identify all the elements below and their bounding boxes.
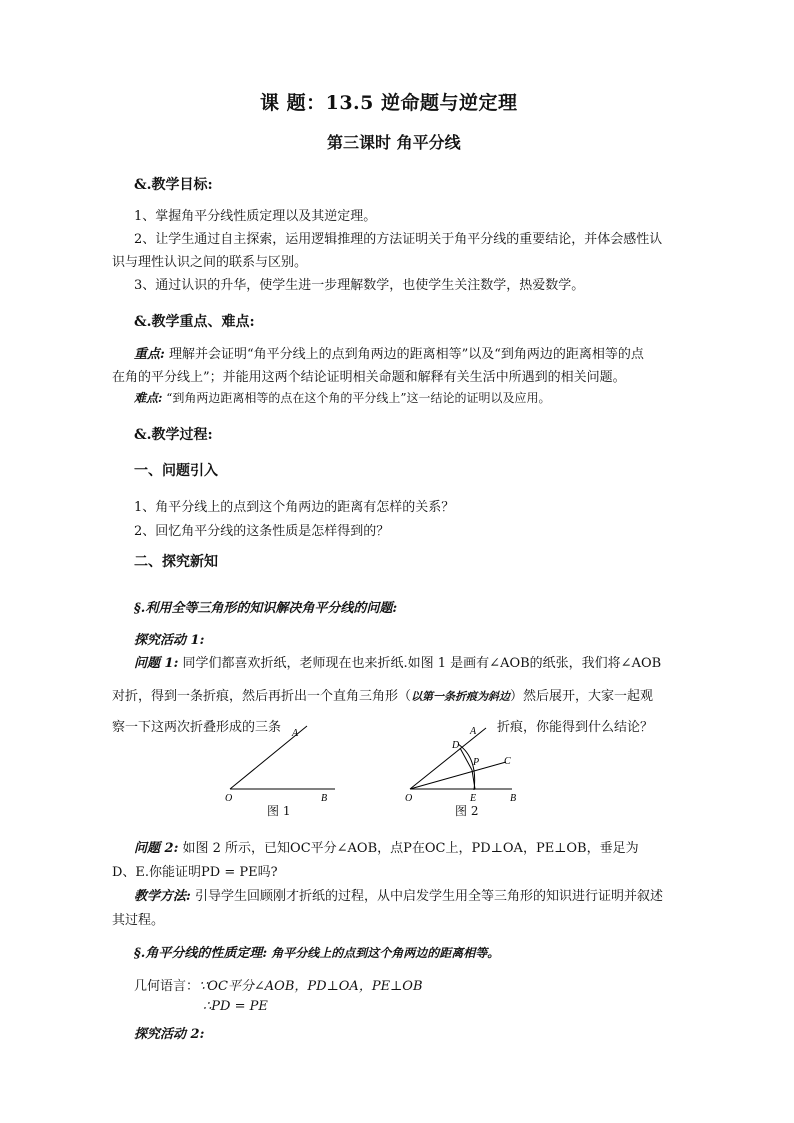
difficulty-label: 难点: (134, 391, 163, 405)
figure-1-caption: 图 1 (267, 804, 291, 818)
method-label: 教学方法: (134, 889, 191, 904)
keypoints-heading: &.教学重点、难点: (134, 314, 255, 330)
intro-question-2: 2、回忆角平分线的这条性质是怎样得到的？ (134, 524, 390, 539)
theorem-text: 角平分线上的点到这个角两边的距离相等。 (271, 946, 500, 960)
fig2-label-b: B (510, 793, 517, 804)
problem-2-text-2: D、E.你能证明PD = PE吗? (112, 865, 278, 880)
problem-1-label: 问题 1: (134, 656, 179, 671)
theorem-label: §.角平分线的性质定理: (134, 946, 268, 961)
goal-item-2-cont: 识与理性认识之间的联系与区别。 (112, 255, 308, 270)
problem-1-text-2-italic: 以第一条折痕为斜边 (411, 690, 511, 703)
fig1-label-b: B (321, 793, 328, 804)
method-line-1 (134, 885, 663, 904)
fig2-label-o: O (405, 793, 413, 804)
focus-label: 重点: (134, 347, 165, 362)
fig2-label-p: P (473, 757, 480, 768)
problem-1-text-3a: 察一下这两次折叠形成的三条 (112, 720, 282, 735)
goal-item-3: 3、通过认识的升华，使学生进一步理解数学，也使学生关注数学，热爱数学。 (134, 278, 585, 293)
difficulty-text: “到角两边距离相等的点在这个角的平分线上”这一结论的证明以及应用。 (166, 391, 551, 405)
activity-2-heading: 探究活动 2: (134, 1027, 205, 1042)
intro-question-1: 1、角平分线上的点到这个角两边的距离有怎样的关系？ (134, 500, 455, 515)
problem-1-text-2a: 对折，得到一条折痕，然后再折出一个直角三角形（ (112, 689, 412, 704)
activity-1-heading: 探究活动 1: (134, 633, 205, 648)
geometry-given: ∵OC平分∠AOB，PD⊥OA，PE⊥OB (199, 979, 423, 994)
fig2-label-d: D (452, 740, 460, 751)
fig2-label-a: A (470, 726, 477, 737)
lesson-title: 课 题：13.5 逆命题与逆定理 (260, 92, 518, 114)
fig2-label-e: E (470, 793, 477, 804)
geometry-label: 几何语言： (134, 979, 200, 994)
ray-oc (410, 762, 506, 789)
theorem-line (134, 942, 499, 961)
figure-2-caption: 图 2 (455, 804, 479, 818)
problem-1-text-3b: 折痕，你能得到什么结论？ (497, 720, 654, 735)
problem-2-text-1: 如图 2 所示，已知OC平分∠AOB，点P在OC上，PD⊥OA，PE⊥OB，垂足为 (182, 841, 639, 856)
fig2-label-c: C (504, 756, 511, 767)
congruent-section-heading: §.利用全等三角形的知识解决角平分线的问题: (134, 601, 398, 616)
geometry-line-1 (134, 975, 423, 994)
goal-item-2: 2、让学生通过自主探索，运用逻辑推理的方法证明关于角平分线的重要结论，并体会感性认 (134, 232, 663, 247)
focus-line-2: 在角的平分线上”；并能用这两个结论证明相关命题和解释有关生活中所遇到的相关问题。 (112, 370, 626, 385)
section-explore: 二、探究新知 (134, 554, 218, 570)
lesson-subtitle: 第三课时 角平分线 (327, 133, 461, 152)
difficulty-line (134, 389, 551, 406)
section-intro: 一、问题引入 (134, 463, 218, 479)
problem-1-line-2 (112, 685, 653, 704)
process-heading: &.教学过程: (134, 427, 213, 443)
fig1-label-o: O (225, 793, 233, 804)
problem-1-text-1: 同学们都喜欢折纸，老师现在也来折纸.如图 1 是画有∠AOB的纸张，我们将∠AOB (182, 656, 662, 671)
method-text-2: 其过程。 (112, 913, 165, 928)
goal-item-1: 1、掌握角平分线性质定理以及其逆定理。 (134, 209, 377, 224)
fig1-label-a: A (292, 728, 299, 739)
problem-1-text-2b: ）然后展开，大家一起观 (510, 689, 654, 704)
problem-2-line-1 (134, 837, 639, 856)
method-text-1: 引导学生回顾刚才折纸的过程，从中启发学生用全等三角形的知识进行证明并叙述 (194, 889, 663, 904)
problem-1-line-1 (134, 652, 661, 671)
focus-text-1: 理解并会证明“角平分线上的点到角两边的距离相等”以及“到角两边的距离相等的点 (168, 347, 644, 362)
goals-heading: &.教学目标: (134, 177, 213, 193)
problem-2-label: 问题 2: (134, 841, 179, 856)
focus-line-1 (134, 343, 644, 362)
geometry-conclusion: ∴PD = PE (203, 999, 268, 1014)
